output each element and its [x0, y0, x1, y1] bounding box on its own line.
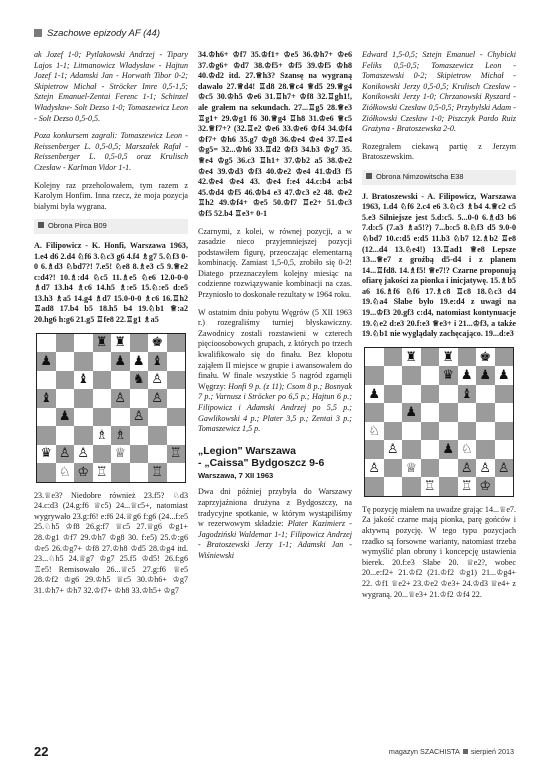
board-square — [37, 463, 56, 482]
board-square: ♟ — [495, 366, 514, 385]
board-square — [402, 385, 421, 404]
col1-extra-games: Poza konkursem zagrali: Tomaszewicz Leon - Reissenberger L. 0,5-0,5; Marszałek Rafał - Reissenberger L. 0,5-0,5 oraz Krulisch Czesław - Karlman Vidor 1-1. — [34, 131, 188, 172]
board-square: ♜ — [93, 334, 112, 353]
board-square: ♟ — [476, 366, 495, 385]
board-square — [365, 477, 384, 496]
board-square: ♙ — [148, 371, 167, 390]
board-square — [167, 463, 186, 482]
game-1-moves — [34, 241, 188, 326]
board-square — [458, 403, 477, 422]
board-square: ♖ — [167, 445, 186, 464]
board-square — [365, 440, 384, 459]
board-square — [421, 440, 440, 459]
board-square — [74, 426, 93, 445]
board-square — [111, 371, 130, 390]
board-square — [93, 352, 112, 371]
board-square: ♘ — [458, 440, 477, 459]
board-square — [402, 422, 421, 441]
board-square: ♖ — [148, 463, 167, 482]
section-square-icon — [366, 173, 372, 179]
game-2-title: J. Bratoszewski - A. Filipowicz, — [362, 191, 477, 201]
board-square — [495, 477, 514, 496]
board-square — [439, 422, 458, 441]
game-1-text: Warszawa 1963, 1.e4 d6 2.d4 ♘f6 3.♘c3 g6 4.f4 ♗g7 5.♘f3 0-0 6.♗d3 ♘bd7?! 7.e5! ♘e8 8.♗e3 c5 9.♕e2 c:d4?! 10.♗:d4 ♘c5 11.♗e5 ♘e6 12.0-0-0 ♗d7 13.h4 ♗c6 14.h5 ♗:e5 15.♘:e5 d:e5 13.h3 ♗a5 14.g4 ♗d7 15.0-0-0 ♗c6 16.♖h2 ♖ad8 17.b4 b5 18.h5 b4 19.♘b1 ♕:a2 20.hg6 h:g6 21.g5 ♖fe8 22.♖g1 ♗a5 — [34, 240, 189, 325]
board-square — [384, 403, 403, 422]
board-square — [148, 408, 167, 427]
board-square — [111, 463, 130, 482]
board-square — [365, 366, 384, 385]
board-square: ♗ — [111, 426, 130, 445]
board-square — [167, 408, 186, 427]
board-square — [476, 385, 495, 404]
board-square — [74, 334, 93, 353]
board-square: ♙ — [495, 459, 514, 478]
board-square: ♜ — [402, 348, 421, 367]
opening-label-nimzo: Obrona Nimzowitscha E38 — [362, 170, 516, 185]
board-square: ♟ — [56, 408, 75, 427]
board-square — [495, 440, 514, 459]
col2-paragraph-3: Dwa dni później przybyła do Warszawy zaprzyjaźniona drużyna z Bydgoszczy, na tradycyjne spotkanie, w którym wystąpiliśmy w rezerwowym składzie: Plater Kazimierz - Jagodziński Waldemar 1-1; Filipowicz Andrzej - Bratoszewski Jerzy 1-1; Adamski Jan - Wiśniewski — [198, 487, 352, 560]
col3-intro: Rozegrałem ciekawą partię z Jerzym Bratoszewskim. — [362, 141, 516, 162]
board-square — [384, 459, 403, 478]
board-square: ♕ — [402, 459, 421, 478]
board-square: ♚ — [476, 348, 495, 367]
board-square — [495, 348, 514, 367]
game-1-continuation: 34.♔h6+ ♔f7 35.♔f1+ ♔e5 36.♔h7+ ♔e6 37.♔g6+ ♔d7 38.♔f5+ ♔f5 39.♔f5 ♔h8 40.♔d2 itd. 27.♕h3? Szansę na wygraną dawało 27.♕d4! ♖d8 28.♕c4 ♕d5 29.♕g4 ♔c5 30.♔h5 ♔e6 31.♖h7+ ♔f8 32.♖gh1!, ale grałem na sekundach. 27...♖g5 28.♕e3 ♖g1+ 29.♔g1 f6 30.♕g4 ♖h8 31.♔e6 ♕c5 32.♕f7+? (32.♖e2 ♔e6 33.♔e6 ♔f4 34.♔f4 ♔f7+ ♔h6 35.g7 ♔g8 36.♔e4 ♔e4 37.♖e4 ♔g5= 32...♔h6 33.♖d2 ♔f3 34.b3 ♔g7 35. ♕e4 ♔g5 36.c3 ♖h1+ 37.♔b2 a5 38.♔e2 ♔e4 39.♔d3 ♔f3 40.♔e2 ♔e4 41.♔d3 f5 42.♔e4 ♔e4 43. ♔e4 f:e4 44.c:b4 a:b4 45.♔d4 ♔f5 46.♔b4 e3 47.♔c3 e2 48. ♔e2 ♖h2 49.♔f4+ ♔e5 50.♔f7 ♖e2+ 51.♔c3 ♔f5 52.b4 ♖e3+ 0-1 — [198, 50, 352, 218]
board-square: ♝ — [74, 371, 93, 390]
footer-magazine: magazyn SZACHISTA — [388, 747, 460, 756]
board-square — [74, 389, 93, 408]
board-square — [365, 348, 384, 367]
board-square: ♞ — [130, 371, 149, 390]
board-square: ♘ — [365, 422, 384, 441]
board-square: ♚ — [148, 334, 167, 353]
game-2-analysis: Tę pozycję miałem na uwadze grając 14...♕e7. Za jakość czarne mają pionka, parę gońców i aktywną pozycję. W tego typu pozycjach rzadko są forsowne warianty, natomiast trzeba wymyślić plan obrony i koncepcję ustawienia bierek. 20.f:e3 Słabe 20. ♕e2?, wobec 20...e:f2+ 21.♔f2 (21.♔f2 ♔g1) 21...♔g4+ 22. ♔f1 ♕e2+ 23.♔e2 ♔e3+ 24.♔d3 ♕e4+ z wygraną. 20...♕e3+ 21.♔f2 ♔f4 22. — [362, 504, 516, 599]
col1-results: ak Jozef 1-0; Pytlakowski Andrzej - Tipary Lajos 1-1; Litmanowicz Władysław - Hajtun Jozef 1-1; Adamski Jan - Horwath Tibor 0-2; Skipietrow Michał - Ströcker Imre 0,5-1,5; Sztejn Emanuel-Zentai Ferenc 1-1; Schinzel Władysław- Solt Dezso 1-0; Tomaszewicz Leon - Solt Dezso 0,5-0,5. — [34, 50, 188, 123]
board-square — [74, 408, 93, 427]
col2-paragraph-1: Czarnymi, z kolei, w równej pozycji, a w zasadzie nieco przyjemniejszej pozycji podstawiłem figurę, przeoczając elementarną kombinację. Zamiast 1,5-0,5, zrobiło się 0-2! Diatego przeznaczyłem kolejny miesiąc na codzienne rozwiązywanie kombinacji na czas. Przyniosło to doskonałe rezultaty w 1964 roku. — [198, 226, 352, 300]
board-square: ♟ — [402, 403, 421, 422]
board-square: ♖ — [421, 477, 440, 496]
board-square — [167, 352, 186, 371]
footer-issue: sierpień 2013 — [470, 747, 514, 756]
chess-diagram-2 — [364, 347, 514, 497]
board-square: ♔ — [74, 463, 93, 482]
board-square: ♟ — [37, 352, 56, 371]
board-square — [384, 366, 403, 385]
board-square — [130, 334, 149, 353]
game-2-moves — [362, 192, 516, 340]
board-square — [421, 366, 440, 385]
board-square — [421, 385, 440, 404]
board-square: ♙ — [111, 389, 130, 408]
board-square — [148, 426, 167, 445]
col1-note: Kolejny raz przeholowałem, tym razem z Karolym Honfim. Inna rzecz, że moja pozycja białymi była wygrana. — [34, 180, 188, 211]
board-square: ♟ — [439, 440, 458, 459]
board-square: ♖ — [458, 477, 477, 496]
column-2 — [198, 50, 352, 569]
board-square: ♟ — [130, 352, 149, 371]
board-square — [402, 366, 421, 385]
board-square — [93, 445, 112, 464]
board-square — [384, 422, 403, 441]
board-square — [130, 426, 149, 445]
board-square: ♖ — [93, 463, 112, 482]
board-square — [93, 371, 112, 390]
board-square — [458, 422, 477, 441]
board-square — [74, 352, 93, 371]
footer-dot-icon — [463, 749, 468, 754]
board-square: ♙ — [384, 440, 403, 459]
board-square — [384, 348, 403, 367]
board-square — [130, 463, 149, 482]
board-square: ♜ — [439, 348, 458, 367]
col3-results: Edward 1,5-0,5; Sztejn Emanuel - Chybicki Feliks 0,5-0,5; Tomaszewicz Leon - Tomaszewski 0-2; Skipietrow Michał - Konikowski Jerzy 0,5-0,5; Krulisch Czesław - Konikowski Jerzy 1-0; Chrzanowski Ryszard - Ziółkowski Czesław 0,5-0,5; Przybylski Adam - Ziółkowski Czesław 1-0; Piszczyk Pardo Ruiz Grażyna - Bratoszewska 2-0. — [362, 50, 516, 134]
running-header — [34, 28, 514, 42]
board-square: ♟ — [111, 352, 130, 371]
match-heading-line-1: „Legion" Warszawa — [198, 444, 296, 457]
board-square — [111, 408, 130, 427]
header-square-icon — [34, 29, 42, 37]
board-square: ♛ — [439, 366, 458, 385]
board-square — [37, 408, 56, 427]
board-square — [37, 426, 56, 445]
board-square — [476, 422, 495, 441]
page-number: 22 — [34, 744, 49, 759]
board-square: ♝ — [458, 385, 477, 404]
board-square — [421, 422, 440, 441]
opening-label-pirc: Obrona Pirca B09 — [34, 219, 188, 234]
board-square: ♕ — [111, 445, 130, 464]
board-square — [56, 426, 75, 445]
board-square — [495, 403, 514, 422]
board-square — [458, 348, 477, 367]
game-1-analysis: 23.♕e3? Niedobre również 23.f5? ♘d3 24.c:d3 (24.g:f6 ♕c5) 24...♕c5+, natomiast wygrywało 23.g:f6! e:f6 24.♕g6 f:g6 (24...f:e5 25.♘h5 ♔f8 26.g:f7 ♕c5 27.♕g6 ♔g1+ 28.♔g1 ♔f7 29.♔h7 ♔g8 30. f:e5) 25.♔:g6 ♔e5 26.♔g7+ ♔f8 27.♔h8 ♔d5 28.♔g4 itd. 23...♘h5 24.♕g7 ♔g7 25.f5 ♔d5! 26.f:g6 ♖e5! Remisowało 26...♕c5 27.g:f6 ♕e5 28.♔f2 ♔g6 29.♔h5 ♕c5 30.♔h6+ ♔g7 31.♔h7+ ♔h7 32.♔f7+ ♔h8 33.♔h5+ ♔g7 — [34, 490, 188, 595]
board-square — [167, 389, 186, 408]
board-square: ♟ — [365, 385, 384, 404]
board-square: ♜ — [111, 334, 130, 353]
board-square: ♟ — [458, 366, 477, 385]
match-heading — [198, 445, 352, 469]
chess-diagram-1 — [36, 333, 186, 483]
board-square — [384, 477, 403, 496]
board-square: ♙ — [476, 459, 495, 478]
footer-info — [389, 747, 514, 756]
column-1 — [34, 50, 188, 604]
board-square: ♙ — [148, 389, 167, 408]
board-square: ♛ — [37, 445, 56, 464]
board-square: ♝ — [148, 352, 167, 371]
board-square — [93, 408, 112, 427]
board-square — [439, 477, 458, 496]
board-square: ♙ — [130, 408, 149, 427]
board-square: ♘ — [56, 463, 75, 482]
game-2-text: Warszawa 1963, 1.d4 ♘f6 2.c4 e6 3.♘c3 ♗b4 4.♕c2 c5 5.e3 Silniejsze jest 5.d:c5. 5...0-0 6.♗d3 b6 7.d:c5 (7.a3 ♗a5!?) 7...b:c5 8.♘f3 d5 9.0-0 ♘bd7 10.c:d5 e:d5 11.b3 ♘b7 12.♗b2 ♖e8 (12...d4 13.♘e4!) 13.♖ad1 ♕e8 Lepsze 13...♕e7 z groźbą d5-d4 i z planem 14...♖fd8. 14.♗f5! ♕e7!? Czarne proponują ofiarę jakości za pionka i inicjatywę. 15.♗b5 a6 16.♗f6 ♘f6 17.♗c8 ♖c8 18.♘c3 d4 19.♘a4 Słabe było 19.e:d4 z uwagi na 19...♔f3 20.gf3 c:d4, natomiast kontynuacje 19.♘e2 d:e3 20.f:e3 ♕e3+ i 21...♔f3, a także 19.♘b1 nie wyglądały zachęcająco. 19...d:e3 — [362, 191, 516, 339]
board-square — [56, 371, 75, 390]
board-square — [37, 371, 56, 390]
board-square — [495, 385, 514, 404]
board-square — [167, 371, 186, 390]
board-square: ♙ — [56, 445, 75, 464]
board-square — [402, 440, 421, 459]
board-square — [130, 445, 149, 464]
board-square — [56, 334, 75, 353]
match-date: Warszawa, 7 XII 1963 — [198, 470, 274, 480]
board-square — [476, 440, 495, 459]
board-square — [476, 403, 495, 422]
board-square — [421, 348, 440, 367]
board-square: ♙ — [365, 459, 384, 478]
header-title: Szachowe epizody AF (44) — [47, 28, 161, 39]
board-square — [167, 426, 186, 445]
match-heading-line-2: - „Caissa" Bydgoszcz 9-6 — [198, 456, 325, 469]
board-square — [56, 389, 75, 408]
column-3 — [362, 50, 516, 607]
board-square — [56, 352, 75, 371]
board-square — [421, 403, 440, 422]
board-square: ♗ — [93, 426, 112, 445]
board-square — [402, 477, 421, 496]
board-square — [439, 403, 458, 422]
board-square: ♙ — [458, 459, 477, 478]
board-square — [167, 334, 186, 353]
board-square: ♔ — [476, 477, 495, 496]
board-square — [130, 389, 149, 408]
board-square: ♙ — [74, 445, 93, 464]
board-square — [37, 334, 56, 353]
section-square-icon — [38, 222, 44, 228]
board-square — [93, 389, 112, 408]
board-square: ♝ — [37, 389, 56, 408]
game-1-title: A. Filipowicz - K. Honfi, — [34, 240, 126, 250]
col2-paragraph-2: W ostatnim dniu pobytu Węgrów (5 XII 1963 r.) rozegraliśmy turniej błyskawiczny. Zawodnicy zostali rozstawieni w czterech pięcioosobowych grupach, z których po trzech kwalifikowało się do finału. Bez kłopotu zająłem II miejsce w grupie i awansowałem do finału. W finale wszystkie 5 nagród zgarnęli Węgrzy: Honfi 9 p. (z 11); Csom 8 p.; Bosnyak 7 p.; Varnusz i Ströcker po 6,5 p.; Hajtun 6 p.; Filipowicz i Adamski Andrzej po 5,5 p.; Gawlikowski 4 p.; Plater 3,5 p.; Zentai 3 p.; Tomaszewicz 1,5 p. — [198, 307, 352, 434]
board-square — [365, 403, 384, 422]
board-square — [148, 445, 167, 464]
board-square — [384, 385, 403, 404]
board-square — [421, 459, 440, 478]
board-square — [439, 459, 458, 478]
board-square — [495, 422, 514, 441]
board-square — [439, 385, 458, 404]
